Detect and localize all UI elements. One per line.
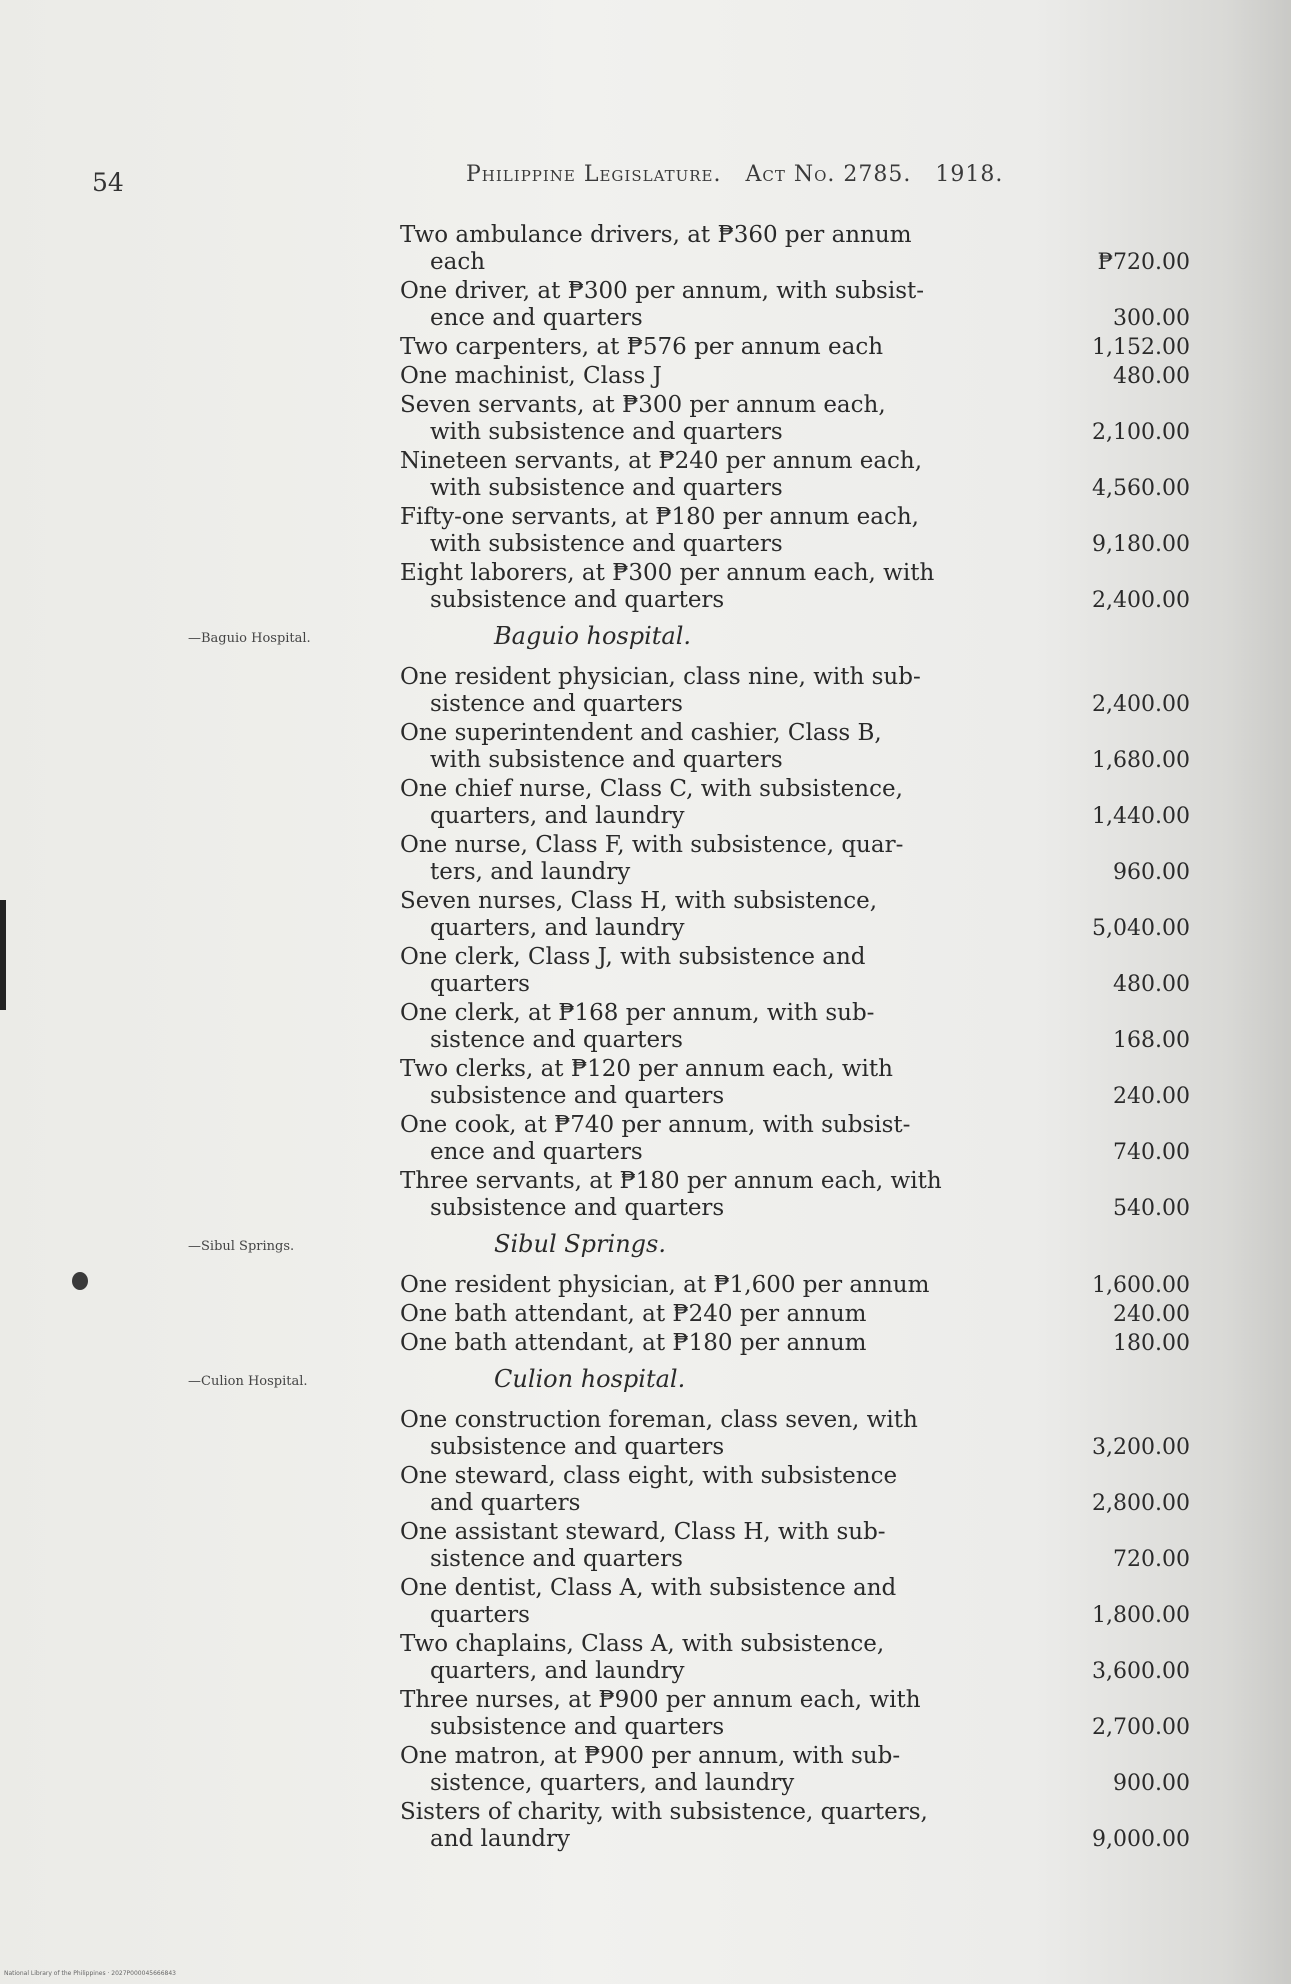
line-item <box>400 363 1200 390</box>
line-item <box>400 944 1200 998</box>
line-item-description <box>400 1687 995 1741</box>
line-item-description <box>400 504 995 558</box>
line-item <box>400 448 1200 502</box>
act-number: Act No. 2785. <box>745 162 912 187</box>
description-line-1: One superintendent and cashier, Class B, <box>400 720 882 746</box>
description-line-1: One nurse, Class F, with subsistence, quar- <box>400 832 904 858</box>
line-item <box>400 1301 1200 1328</box>
description-line-1: Two chaplains, Class A, with subsistence, <box>400 1631 885 1657</box>
appropriation-list <box>188 222 1200 1855</box>
line-item-amount: 9,180.00 <box>1092 532 1190 557</box>
description-line-2: ence and quarters <box>430 305 643 331</box>
line-item-description <box>400 1301 995 1328</box>
culion-section-title: Culion hospital. <box>494 1365 686 1393</box>
description-line-2: with subsistence and quarters <box>430 747 783 773</box>
line-item <box>400 392 1200 446</box>
baguio-section-title: Baguio hospital. <box>494 622 692 650</box>
line-item-description <box>400 888 995 942</box>
line-item <box>400 1519 1200 1573</box>
line-item-amount: 4,560.00 <box>1092 476 1190 501</box>
line-item <box>400 1743 1200 1797</box>
line-item-amount: 1,152.00 <box>1092 335 1190 360</box>
line-item-amount: 3,200.00 <box>1092 1435 1190 1460</box>
description-line-2: quarters, and laundry <box>430 1658 685 1684</box>
culion-items-group <box>400 1407 1200 1853</box>
line-item-description <box>400 1407 995 1461</box>
description-line-2: sistence and quarters <box>430 1027 683 1053</box>
sibul-section-title: Sibul Springs. <box>494 1230 666 1258</box>
description-line-2: sistence and quarters <box>430 1546 683 1572</box>
description-line-2: quarters, and laundry <box>430 803 685 829</box>
line-item-amount: 9,000.00 <box>1092 1827 1190 1852</box>
description-line-2: and laundry <box>430 1826 570 1852</box>
line-item <box>400 1330 1200 1357</box>
line-item-description <box>400 363 995 390</box>
culion-section-header <box>188 1365 1200 1397</box>
line-item <box>400 1056 1200 1110</box>
line-item <box>400 1112 1200 1166</box>
description-line-2: ters, and laundry <box>430 859 631 885</box>
line-item <box>400 560 1200 614</box>
line-item-amount: 168.00 <box>1113 1028 1190 1053</box>
line-item <box>400 1687 1200 1741</box>
line-item-description <box>400 560 995 614</box>
line-item-description <box>400 1168 995 1222</box>
line-item <box>400 1631 1200 1685</box>
description-line-1: One resident physician, at ₱1,600 per annum <box>400 1272 930 1298</box>
line-item-amount: 540.00 <box>1113 1196 1190 1221</box>
description-line-1: One matron, at ₱900 per annum, with sub- <box>400 1743 901 1769</box>
description-line-2: subsistence and quarters <box>430 1083 725 1109</box>
line-item-amount: 180.00 <box>1113 1331 1190 1356</box>
line-item-description <box>400 776 995 830</box>
culion-margin-note: —Culion Hospital. <box>188 1374 308 1389</box>
line-item-amount: 2,400.00 <box>1092 588 1190 613</box>
line-item <box>400 1799 1200 1853</box>
line-item <box>400 1463 1200 1517</box>
description-line-1: Nineteen servants, at ₱240 per annum each, <box>400 448 923 474</box>
description-line-1: One clerk, at ₱168 per annum, with sub- <box>400 1000 875 1026</box>
line-item-amount: 480.00 <box>1113 972 1190 997</box>
description-line-1: Two ambulance drivers, at ₱360 per annum <box>400 222 912 248</box>
line-item-description <box>400 222 995 276</box>
description-line-1: One resident physician, class nine, with sub- <box>400 664 921 690</box>
description-line-1: One dentist, Class A, with subsistence and <box>400 1575 897 1601</box>
line-item <box>400 664 1200 718</box>
description-line-1: Two carpenters, at ₱576 per annum each <box>400 334 884 360</box>
line-item <box>400 776 1200 830</box>
description-line-2: subsistence and quarters <box>430 1195 725 1221</box>
line-item-amount: 2,700.00 <box>1092 1715 1190 1740</box>
line-item-amount: 1,680.00 <box>1092 748 1190 773</box>
page-number: 54 <box>92 168 124 197</box>
line-item-description <box>400 448 995 502</box>
description-line-2: subsistence and quarters <box>430 1714 725 1740</box>
description-line-1: Fifty-one servants, at ₱180 per annum each, <box>400 504 919 530</box>
description-line-2: sistence and quarters <box>430 691 683 717</box>
description-line-1: Two clerks, at ₱120 per annum each, with <box>400 1056 893 1082</box>
line-item <box>400 1407 1200 1461</box>
line-item-description <box>400 720 995 774</box>
line-item-description <box>400 1112 995 1166</box>
description-line-1: Eight laborers, at ₱300 per annum each, with <box>400 560 935 586</box>
line-item-description <box>400 1463 995 1517</box>
line-item-description <box>400 334 995 361</box>
line-item-amount: 5,040.00 <box>1092 916 1190 941</box>
line-item <box>400 334 1200 361</box>
description-line-1: One driver, at ₱300 per annum, with subsist- <box>400 278 925 304</box>
line-item-amount: 2,800.00 <box>1092 1491 1190 1516</box>
description-line-1: Three nurses, at ₱900 per annum each, with <box>400 1687 921 1713</box>
line-item-amount: 480.00 <box>1113 364 1190 389</box>
description-line-2: quarters <box>430 971 530 997</box>
line-item-description <box>400 278 995 332</box>
running-head-title: Philippine Legislature. <box>466 162 722 187</box>
line-item-description <box>400 1519 995 1573</box>
scan-footer: National Library of the Philippines · 2027P000045666843 <box>4 1970 176 1977</box>
ink-speck <box>72 1272 88 1290</box>
line-item-description <box>400 1743 995 1797</box>
description-line-1: One construction foreman, class seven, with <box>400 1407 918 1433</box>
sibul-margin-note: —Sibul Springs. <box>188 1239 295 1254</box>
line-item-amount: 1,800.00 <box>1092 1603 1190 1628</box>
line-item <box>400 278 1200 332</box>
description-line-1: Sisters of charity, with subsistence, quarters, <box>400 1799 928 1825</box>
description-line-1: Seven nurses, Class H, with subsistence, <box>400 888 878 914</box>
binding-shadow <box>0 900 6 1010</box>
line-item-description <box>400 664 995 718</box>
description-line-2: with subsistence and quarters <box>430 475 783 501</box>
year: 1918. <box>935 162 1004 187</box>
description-line-2: subsistence and quarters <box>430 587 725 613</box>
description-line-1: One clerk, Class J, with subsistence and <box>400 944 866 970</box>
baguio-items-group <box>400 664 1200 1222</box>
line-item-amount: ₱720.00 <box>1097 250 1190 275</box>
line-item <box>400 504 1200 558</box>
line-item-amount: 900.00 <box>1113 1771 1190 1796</box>
description-line-2: sistence, quarters, and laundry <box>430 1770 795 1796</box>
line-item-description <box>400 1330 995 1357</box>
sibul-section-header <box>188 1230 1200 1262</box>
line-item <box>400 1272 1200 1299</box>
running-head <box>466 162 1003 187</box>
line-item-description <box>400 944 995 998</box>
line-item-description <box>400 1799 995 1853</box>
sibul-items-group <box>400 1272 1200 1357</box>
line-item-amount: 1,440.00 <box>1092 804 1190 829</box>
line-item <box>400 888 1200 942</box>
line-item-amount: 240.00 <box>1113 1302 1190 1327</box>
line-item-amount: 720.00 <box>1113 1547 1190 1572</box>
description-line-2: and quarters <box>430 1490 581 1516</box>
line-item <box>400 222 1200 276</box>
description-line-1: One bath attendant, at ₱180 per annum <box>400 1330 867 1356</box>
line-item-amount: 3,600.00 <box>1092 1659 1190 1684</box>
description-line-1: One assistant steward, Class H, with sub- <box>400 1519 886 1545</box>
line-item-description <box>400 832 995 886</box>
line-item-amount: 740.00 <box>1113 1140 1190 1165</box>
description-line-1: One chief nurse, Class C, with subsistence, <box>400 776 903 802</box>
description-line-2: subsistence and quarters <box>430 1434 725 1460</box>
line-item-description <box>400 1575 995 1629</box>
top-items-group <box>400 222 1200 614</box>
description-line-1: One cook, at ₱740 per annum, with subsist- <box>400 1112 911 1138</box>
line-item-description <box>400 392 995 446</box>
description-line-1: One bath attendant, at ₱240 per annum <box>400 1301 867 1327</box>
description-line-1: One steward, class eight, with subsistence <box>400 1463 898 1489</box>
description-line-2: each <box>430 249 486 275</box>
description-line-2: with subsistence and quarters <box>430 531 783 557</box>
line-item <box>400 832 1200 886</box>
line-item-description <box>400 1272 995 1299</box>
description-line-2: ence and quarters <box>430 1139 643 1165</box>
line-item <box>400 720 1200 774</box>
line-item-amount: 960.00 <box>1113 860 1190 885</box>
line-item <box>400 1575 1200 1629</box>
line-item <box>400 1000 1200 1054</box>
line-item-amount: 1,600.00 <box>1092 1273 1190 1298</box>
line-item-amount: 300.00 <box>1113 306 1190 331</box>
description-line-1: One machinist, Class J <box>400 363 662 389</box>
baguio-margin-note: —Baguio Hospital. <box>188 631 311 646</box>
line-item-description <box>400 1631 995 1685</box>
description-line-2: with subsistence and quarters <box>430 419 783 445</box>
description-line-2: quarters <box>430 1602 530 1628</box>
description-line-1: Seven servants, at ₱300 per annum each, <box>400 392 886 418</box>
description-line-2: quarters, and laundry <box>430 915 685 941</box>
baguio-section-header <box>188 622 1200 654</box>
description-line-1: Three servants, at ₱180 per annum each, with <box>400 1168 942 1194</box>
line-item-amount: 2,400.00 <box>1092 692 1190 717</box>
line-item-description <box>400 1000 995 1054</box>
line-item <box>400 1168 1200 1222</box>
line-item-description <box>400 1056 995 1110</box>
line-item-amount: 240.00 <box>1113 1084 1190 1109</box>
line-item-amount: 2,100.00 <box>1092 420 1190 445</box>
